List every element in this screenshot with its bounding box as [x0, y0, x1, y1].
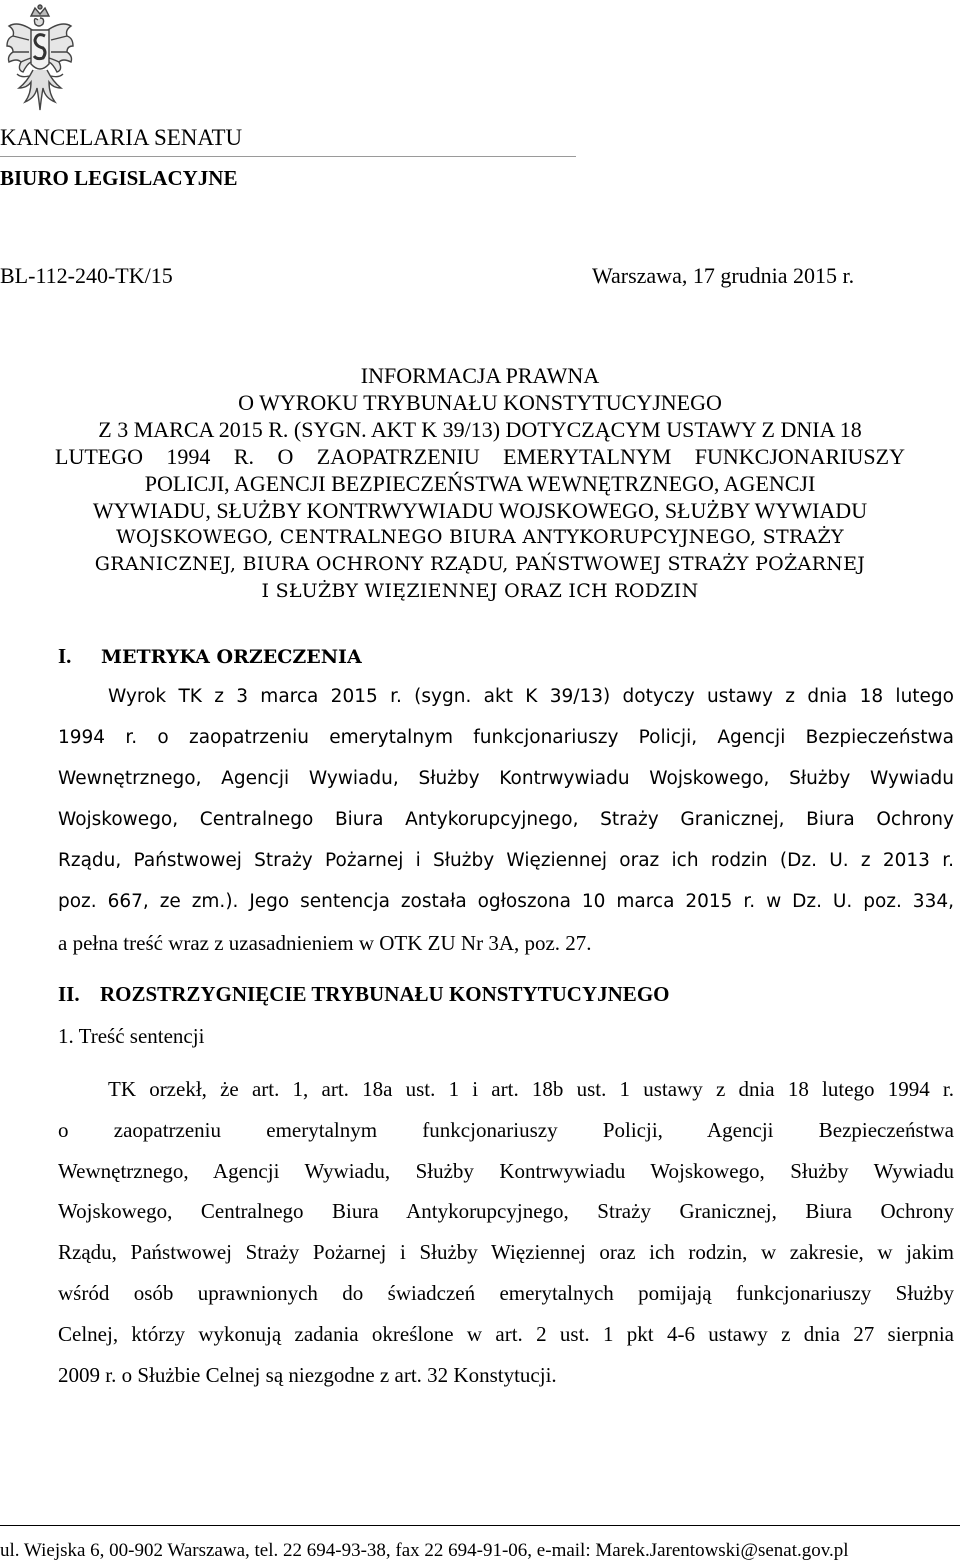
paragraph-line: 2009 r. o Służbie Celnej są niezgodne z art. 32 Konstytucji.: [58, 1363, 557, 1387]
place-and-date: Warszawa, 17 grudnia 2015 r.: [592, 263, 855, 288]
office-name: KANCELARIA SENATU: [0, 125, 243, 150]
section-heading: [58, 982, 669, 1007]
title-line: WOJSKOWEGO, CENTRALNEGO BIURA ANTYKORUPCYJNEGO, STRAŻY: [116, 526, 844, 548]
bureau-name: BIURO LEGISLACYJNE: [0, 166, 238, 190]
paragraph-line: 1994 r. o zaopatrzeniu emerytalnym funkcjonariuszy Policji, Agencji Bezpieczeństwa: [58, 727, 954, 748]
title-line: O WYROKU TRYBUNAŁU KONSTYTUCYJNEGO: [238, 390, 722, 415]
paragraph-line: o zaopatrzeniu emerytalnym funkcjonariuszy Policji, Agencji Bezpieczeństwa: [58, 1118, 954, 1142]
senate-eagle-emblem-icon: [5, 2, 75, 114]
document-title: [30, 362, 930, 605]
paragraph-line: Wewnętrznego, Agencji Wywiadu, Służby Kontrwywiadu Wojskowego, Służby Wywiadu: [58, 768, 954, 789]
section-number: II.: [58, 982, 80, 1006]
paragraph-line: Wojskowego, Centralnego Biura Antykorupcyjnego, Straży Granicznej, Biura Ochrony: [58, 809, 954, 830]
paragraph-line: TK orzekł, że art. 1, art. 18a ust. 1 i art. 18b ust. 1 ustawy z dnia 18 lutego 1994 r.: [108, 1077, 954, 1101]
paragraph-line: Rządu, Państwowej Straży Pożarnej i Służby Więziennej oraz ich rodzin (Dz. U. z 2013 r.: [58, 850, 954, 871]
paragraph-line: Wewnętrznego, Agencji Wywiadu, Służby Kontrwywiadu Wojskowego, Służby Wywiadu: [58, 1159, 954, 1183]
title-line: INFORMACJA PRAWNA: [360, 363, 600, 388]
reference-number: BL-112-240-TK/15: [0, 263, 173, 288]
title-line: LUTEGO 1994 R. O ZAOPATRZENIU EMERYTALNYM FUNKCJONARIUSZY: [55, 444, 905, 469]
footer-contact: ul. Wiejska 6, 00-902 Warszawa, tel. 22 694-93-38, fax 22 694-91-06, e-mail: Marek.Jarentowski@senat.gov.pl: [0, 1540, 849, 1561]
paragraph-line: Wojskowego, Centralnego Biura Antykorupcyjnego, Straży Granicznej, Biura Ochrony: [58, 1199, 954, 1223]
paragraph-line: Celnej, którzy wykonują zadania określone w art. 2 ust. 1 pkt 4-6 ustawy z dnia 27 sierpnia: [58, 1322, 954, 1346]
paragraph-line: Rządu, Państwowej Straży Pożarnej i Służby Więziennej oraz ich rodzin, w zakresie, w jakim: [58, 1240, 954, 1264]
footer-divider: [0, 1525, 960, 1526]
section-heading: [58, 644, 362, 669]
section-number: I.: [58, 644, 72, 668]
paragraph-line: wśród osób uprawnionych do świadczeń emerytalnych pomijają funkcjonariuszy Służby: [58, 1281, 954, 1305]
paragraph-line: poz. 667, ze zm.). Jego sentencja została ogłoszona 10 marca 2015 r. w Dz. U. poz. 334,: [58, 891, 954, 912]
section-title: METRYKA ORZECZENIA: [101, 646, 362, 668]
letterhead-divider: [0, 156, 576, 157]
subsection-heading: 1. Treść sentencji: [58, 1024, 205, 1048]
title-line: Z 3 MARCA 2015 R. (SYGN. AKT K 39/13) DOTYCZĄCYM USTAWY Z DNIA 18: [98, 417, 862, 442]
title-line: WYWIADU, SŁUŻBY KONTRWYWIADU WOJSKOWEGO, SŁUŻBY WYWIADU: [92, 498, 868, 523]
paragraph-line: Wyrok TK z 3 marca 2015 r. (sygn. akt K 39/13) dotyczy ustawy z dnia 18 lutego: [108, 686, 954, 707]
paragraph-line: a pełna treść wraz z uzasadnieniem w OTK ZU Nr 3A, poz. 27.: [58, 931, 592, 955]
title-line: POLICJI, AGENCJI BEZPIECZEŃSTWA WEWNĘTRZNEGO, AGENCJI: [144, 471, 816, 496]
title-line: GRANICZNEJ, BIURA OCHRONY RZĄDU, PAŃSTWOWEJ STRAŻY POŻARNEJ: [94, 553, 866, 575]
section-title: ROZSTRZYGNIĘCIE TRYBUNAŁU KONSTYTUCYJNEGO: [100, 982, 670, 1006]
title-line: I SŁUŻBY WIĘZIENNEJ ORAZ ICH RODZIN: [261, 580, 699, 602]
